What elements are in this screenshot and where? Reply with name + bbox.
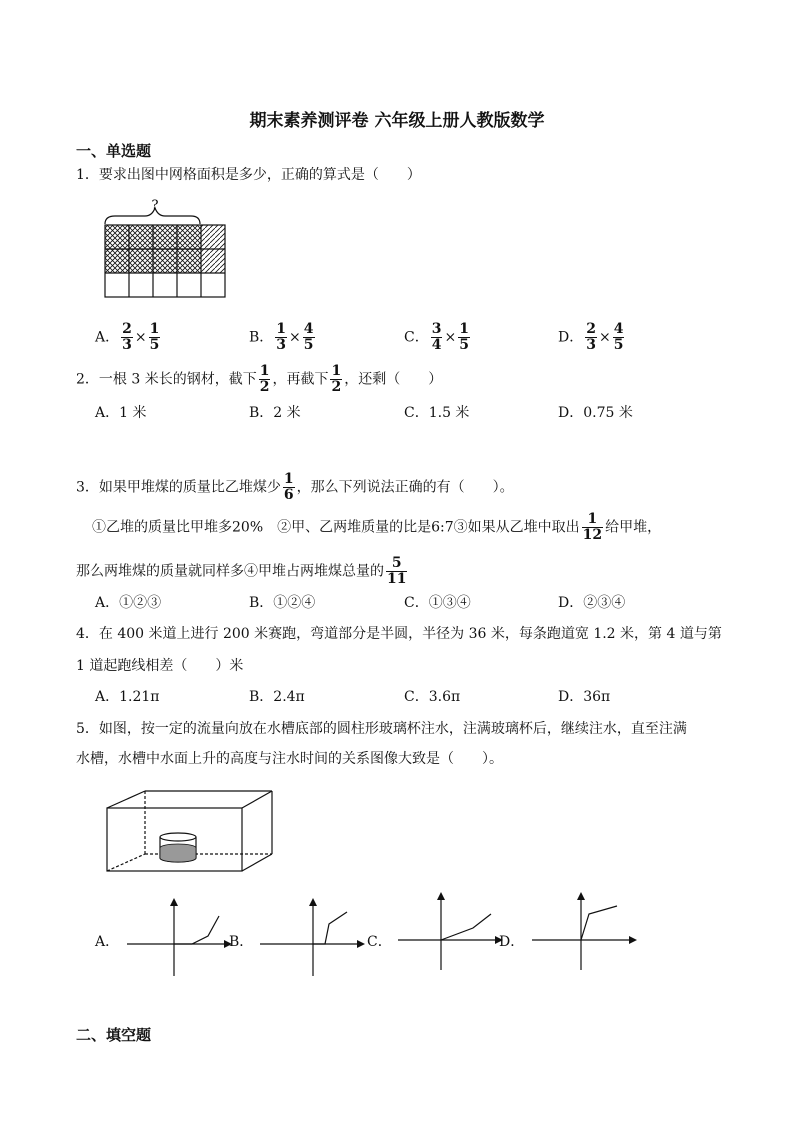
- question-1-option-b[interactable]: B． $\frac{1}{3}$ × $\frac{4}{5}$: [249, 321, 314, 353]
- question-2-option-a[interactable]: A．1 米: [95, 405, 147, 421]
- water-tank-figure: [100, 788, 275, 873]
- question-1-option-c[interactable]: C． $\frac{3}{4}$ × $\frac{1}{5}$: [404, 321, 469, 353]
- section-heading-fill-in: 二、填空题: [76, 1026, 152, 1044]
- question-4-option-a[interactable]: A．1.21π: [95, 689, 160, 705]
- question-5-option-b[interactable]: B．: [229, 934, 254, 950]
- question-5-option-d[interactable]: D．: [499, 934, 525, 950]
- brace-question-mark: ?: [151, 198, 159, 213]
- question-3-statements-line-2: 那么两堆煤的质量就同样多④甲堆占两堆煤总量的 $\frac{5}{11}$: [76, 555, 407, 587]
- page-title: 期末素养测评卷 六年级上册人教版数学: [249, 111, 545, 131]
- question-2-option-d[interactable]: D．0.75 米: [558, 405, 633, 421]
- arrow-up-icon: [437, 892, 445, 900]
- question-1-option-d[interactable]: D． $\frac{2}{3}$ × $\frac{4}{5}$: [558, 321, 624, 353]
- question-5-text-line-2: 水槽，水槽中水面上升的高度与注水时间的关系图像大致是（ ）。: [76, 751, 503, 767]
- arrow-up-icon: [577, 892, 585, 900]
- section-heading-single-choice: 一、单选题: [76, 142, 152, 160]
- question-2-option-b[interactable]: B．2 米: [249, 405, 301, 421]
- arrow-right-icon: [357, 940, 365, 948]
- question-4-option-d[interactable]: D．36π: [558, 689, 611, 705]
- question-5-option-a[interactable]: A．: [95, 934, 120, 950]
- question-1-option-a[interactable]: A． $\frac{2}{3}$ × $\frac{1}{5}$: [95, 321, 160, 353]
- question-3-text: 3．如果甲堆煤的质量比乙堆煤少 $\frac{1}{6}$ ，那么下列说法正确的有（ ）。: [76, 471, 514, 503]
- arrow-up-icon: [309, 898, 317, 906]
- question-3-option-d[interactable]: D．②③④: [558, 595, 626, 611]
- question-1-grid-figure: [100, 198, 230, 300]
- glass-cup-icon: [160, 833, 196, 862]
- question-2-text: 2．一根 3 米长的钢材，截下 $\frac{1}{2}$ ，再截下 $\frac{1}{2}$ ，还剩（ ）: [76, 363, 443, 395]
- question-4-option-c[interactable]: C．3.6π: [404, 689, 461, 705]
- question-2-option-c[interactable]: C．1.5 米: [404, 405, 470, 421]
- question-1-text: 1．要求出图中网格面积是多少，正确的算式是（ ）: [76, 167, 421, 183]
- question-4-text-line-1: 4．在 400 米道上进行 200 米赛跑，弯道部分是半圆，半径为 36 米，每条跑道宽 1.2 米，第 4 道与第: [76, 626, 722, 642]
- arrow-right-icon: [629, 936, 637, 944]
- question-3-option-b[interactable]: B．①②④: [249, 595, 316, 611]
- question-5-graph-d[interactable]: [527, 890, 639, 972]
- question-5-graph-a[interactable]: [122, 896, 234, 978]
- question-4-option-b[interactable]: B．2.4π: [249, 689, 305, 705]
- arrow-up-icon: [170, 898, 178, 906]
- question-5-text-line-1: 5．如图，按一定的流量向放在水槽底部的圆柱形玻璃杯注水，注满玻璃杯后，继续注水，直至注满: [76, 721, 687, 737]
- question-5-option-c[interactable]: C．: [367, 934, 392, 950]
- question-3-option-a[interactable]: A．①②③: [95, 595, 162, 611]
- question-5-graph-c[interactable]: [393, 890, 505, 972]
- question-3-option-c[interactable]: C．①③④: [404, 595, 471, 611]
- question-5-graph-b[interactable]: [255, 896, 367, 978]
- question-3-statements-line-1: ①乙堆的质量比甲堆多20% ②甲、乙两堆质量的比是6:7③如果从乙堆中取出 $\frac{1}{12}$ 给甲堆，: [92, 511, 662, 543]
- question-4-text-line-2: 1 道起跑线相差（ ）米: [76, 658, 244, 674]
